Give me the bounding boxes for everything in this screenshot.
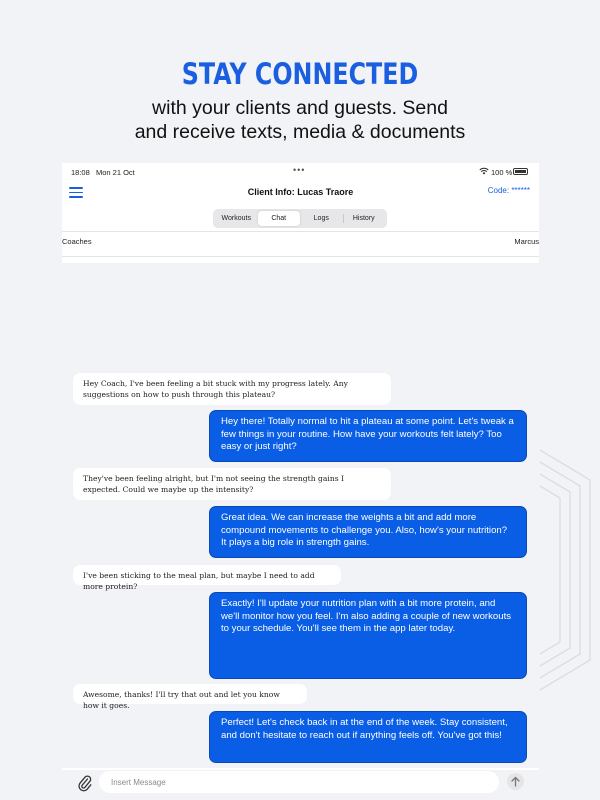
participant-client: Marcus [514,237,539,246]
incoming-message[interactable]: Awesome, thanks! I'll try that out and let you know how it goes. [73,684,307,704]
message-composer [62,770,539,800]
tablet-screen [62,163,539,800]
section-tabs [213,209,387,228]
incoming-message[interactable]: They've been feeling alright, but I'm not seeing the strength gains I expected. Could we maybe up the intensity? [73,468,391,500]
outgoing-message[interactable]: Perfect! Let's check back in at the end of the week. Stay consistent, and don't hesitate to reach out if anything feels off. You've got this! [209,711,527,763]
promo-subhead-line1: with your clients and guests. Send [152,97,448,119]
wifi-icon [479,167,489,175]
status-date: Mon 21 Oct [96,168,135,177]
outgoing-message[interactable]: Hey there! Totally normal to hit a plateau at some point. Let's tweak a few things in your routine. How have your workouts felt lately? Too easy or just right? [209,410,527,462]
incoming-message[interactable]: Hey Coach, I've been feeling a bit stuck with my progress lately. Any suggestions on how to push through this plateau? [73,373,391,405]
arrow-up-icon [511,776,520,787]
tab-chat[interactable]: Chat [258,211,301,226]
divider [62,256,539,257]
divider [62,231,539,232]
chat-thread[interactable] [62,263,539,768]
tab-workouts[interactable]: Workouts [221,215,251,222]
battery-icon [513,168,528,175]
outgoing-message[interactable]: Great idea. We can increase the weights a bit and add more compound movements to challenge you. Also, how's your nutrition? It plays a big role in strength gains. [209,506,527,558]
promo-subhead-line2: and receive texts, media & documents [134,121,466,143]
incoming-message[interactable]: I've been sticking to the meal plan, but maybe I need to add more protein? [73,565,341,585]
nav-bar [62,183,539,205]
send-button[interactable] [507,773,524,790]
outgoing-message[interactable]: Exactly! I'll update your nutrition plan with a bit more protein, and we'll monitor how you feel. I'm also adding a couple of new workouts to your schedule. You'll see them in the app later today. [209,592,527,679]
client-code-link[interactable]: Code: ****** [487,186,530,195]
promo-subhead [0,96,600,144]
status-bar [62,163,539,180]
message-input[interactable] [99,771,499,793]
battery-percentage: 100 % [491,168,513,177]
promo-headline: STAY CONNECTED [181,57,419,91]
paperclip-icon[interactable] [78,774,92,792]
status-time: 18:08 [71,168,90,177]
multitasking-dots[interactable]: ••• [293,165,306,175]
chat-participants [62,237,539,251]
tab-history[interactable]: History [343,211,386,226]
participant-coaches: Coaches [62,237,92,246]
tab-logs[interactable]: Logs [313,215,329,222]
page-title: Client Info: Lucas Traore [247,187,354,197]
